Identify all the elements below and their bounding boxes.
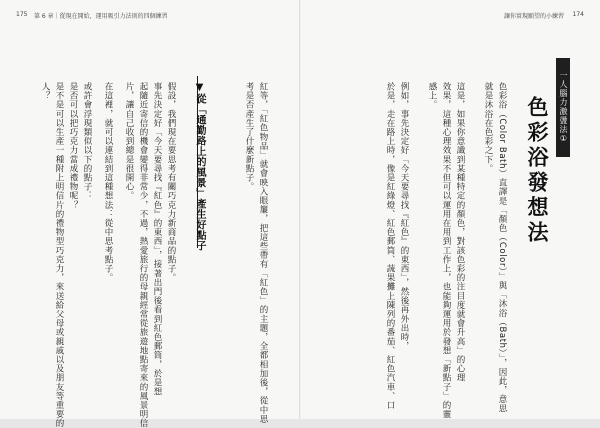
page-gutter (299, 0, 301, 419)
body-line: 就是沐浴在色彩之下。 (483, 82, 493, 173)
body-line: 例如，事先決定好「今天要尋找『紅色』的東西」，然後再外出時， (399, 82, 409, 351)
body-line: 事先決定好「今天要尋找『紅色』的東西」，接著出門後看到紅色郵筒，於是想 (152, 82, 162, 397)
body-line: 片，讓自己收到總是很開心。 (124, 82, 134, 201)
body-line: 於是，走在路上時，像是紅綠燈、紅色郵筒、蔬果攤上陳列的番茄、紅色汽車、口 (385, 82, 395, 410)
body-line: 人？ (40, 82, 50, 101)
subheading (193, 82, 206, 251)
section-badge: 一人腦力激盪法① (556, 58, 570, 157)
body-line: 起隨近寄信的機會變得非常少，不過，熱愛旅行的母親經常從旅遊地點寄來的風景明信 (138, 82, 148, 428)
body-line: 或許會浮現類似以下的點子： (82, 82, 92, 201)
section-title: 色彩浴發想法 (525, 96, 549, 246)
body-line: 是否可以把巧克力當成禮物呢？ (68, 82, 78, 210)
body-line: 考是否產生了什麼新點子。 (244, 82, 254, 192)
body-line: 假設，我們現在要思考有關巧克力新商品的點子。 (166, 82, 176, 283)
body-line: 在這裡，就可以連結到這種想法：從中思考點子。 (103, 82, 113, 283)
body-line: 是不是可以生產一種附上明信片的禮物型巧克力，來送給父母或親戚以及朋友等重要的 (54, 82, 64, 428)
subheading-marker: ▼ (194, 82, 205, 94)
body-line: 色彩浴（Color Bath）直譯是「顏色（Color）」與「沐浴（Bath）」，因此，意思 (497, 82, 507, 413)
body-line: 效果，這種心理效果不但可以運用在用到工作上，也能夠運用於發想「新點子」的靈 (441, 82, 451, 419)
left-page-number: 175 (16, 11, 28, 18)
body-line: 這是，如果你意識到某種特定的顏色，對該色彩的注目度就會升高」的心理 (455, 82, 465, 383)
body-line: 紅等，「紅色物品」就會映入眼簾，把這些帶有「紅色」的主題，全都相加後，從中思 (258, 82, 268, 424)
left-running-head: 第 6 章｜從現在開始，運用吸引力法則的四個練習 (34, 13, 168, 20)
body-line: 感上。 (427, 82, 437, 110)
subheading-text: 從「通勤路上的風景」產生好點子 (194, 93, 205, 251)
right-running-head: 讓你實現願望的小練習 (503, 13, 564, 20)
right-page-number: 174 (572, 11, 584, 18)
